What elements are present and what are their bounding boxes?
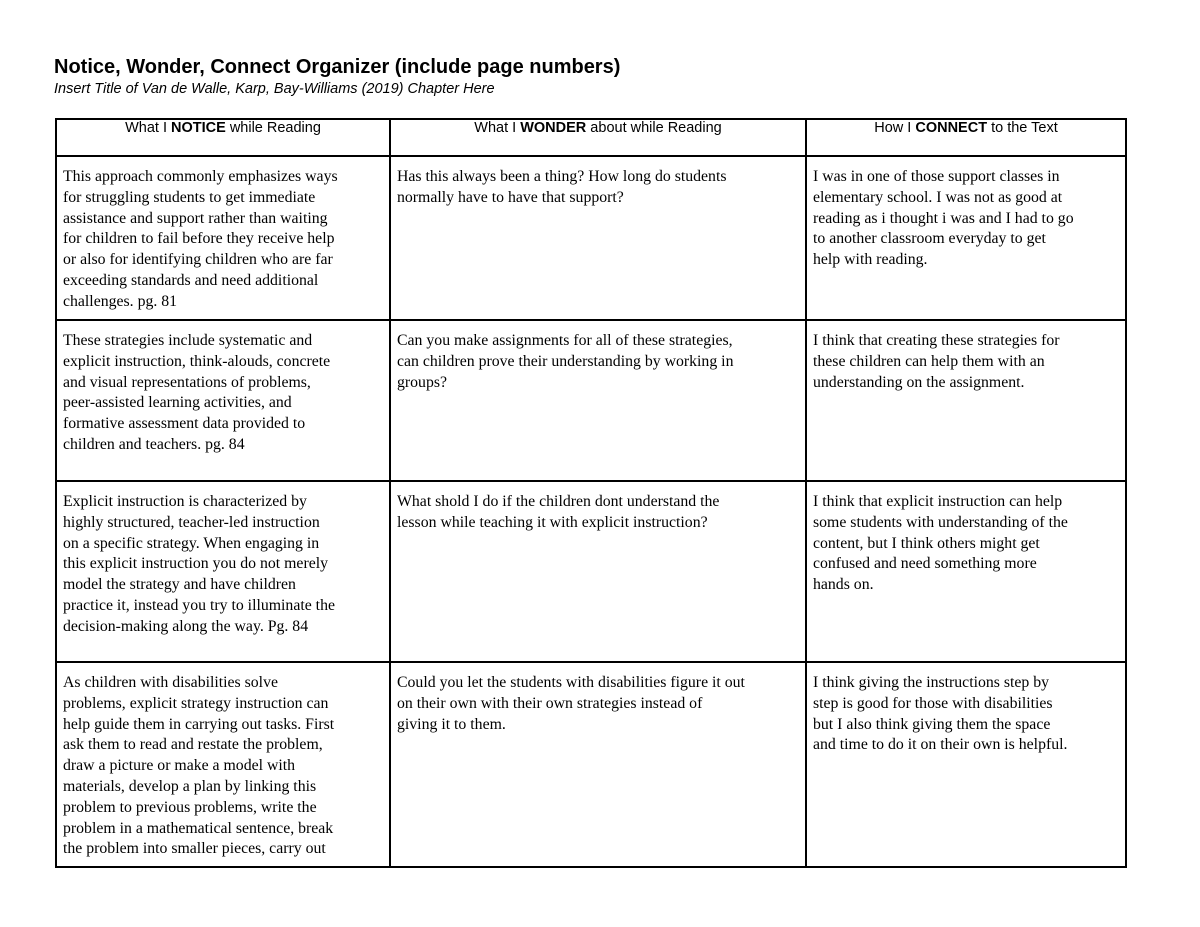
notice-cell: These strategies include systematic and explicit instruction, think-alouds, concrete and visual representations of problems, peer-assisted learning activities, and formative assessment data provided to children and teachers. pg. 84 — [56, 320, 390, 481]
connect-cell: I think that explicit instruction can help some students with understanding of the content, but I think others might get confused and need something more hands on. — [806, 481, 1126, 662]
notice-cell: As children with disabilities solve problems, explicit strategy instruction can help guide them in carrying out tasks. First ask them to read and restate the problem, draw a picture or make a model with materials, develop a plan by linking this problem to previous problems, write the problem in a mathematical sentence, break the problem into smaller pieces, carry out — [56, 662, 390, 867]
notice-cell: This approach commonly emphasizes ways for struggling students to get immediate assistance and support rather than waiting for children to fail before they receive help or also for identifying children who are far exceeding standards and need additional challenges. pg. 81 — [56, 156, 390, 320]
notice-cell: Explicit instruction is characterized by highly structured, teacher-led instruction on a specific strategy. When engaging in this explicit instruction you do not merely model the strategy and have children practice it, instead you try to illuminate the decision-making along the way. Pg. 84 — [56, 481, 390, 662]
header-row — [56, 119, 1126, 156]
column-header-connect: How I CONNECT to the Text — [806, 119, 1126, 156]
table-row — [56, 156, 1126, 320]
wonder-cell: Has this always been a thing? How long do students normally have to have that support? — [390, 156, 806, 320]
connect-cell: I think giving the instructions step by step is good for those with disabilities but I also think giving them the space and time to do it on their own is helpful. — [806, 662, 1126, 867]
column-header-wonder: What I WONDER about while Reading — [390, 119, 806, 156]
connect-cell: I was in one of those support classes in elementary school. I was not as good at reading as i thought i was and I had to go to another classroom everyday to get help with reading. — [806, 156, 1126, 320]
table-row — [56, 481, 1126, 662]
table-row — [56, 662, 1126, 867]
page-subtitle: Insert Title of Van de Walle, Karp, Bay-Williams (2019) Chapter Here — [54, 81, 495, 97]
table-row — [56, 320, 1126, 481]
column-header-notice: What I NOTICE while Reading — [56, 119, 390, 156]
wonder-cell: What shold I do if the children dont understand the lesson while teaching it with explicit instruction? — [390, 481, 806, 662]
organizer-table — [55, 118, 1127, 868]
connect-cell: I think that creating these strategies for these children can help them with an understanding on the assignment. — [806, 320, 1126, 481]
wonder-cell: Could you let the students with disabilities figure it out on their own with their own strategies instead of giving it to them. — [390, 662, 806, 867]
wonder-cell: Can you make assignments for all of these strategies, can children prove their understanding by working in groups? — [390, 320, 806, 481]
page-title: Notice, Wonder, Connect Organizer (include page numbers) — [54, 56, 621, 78]
